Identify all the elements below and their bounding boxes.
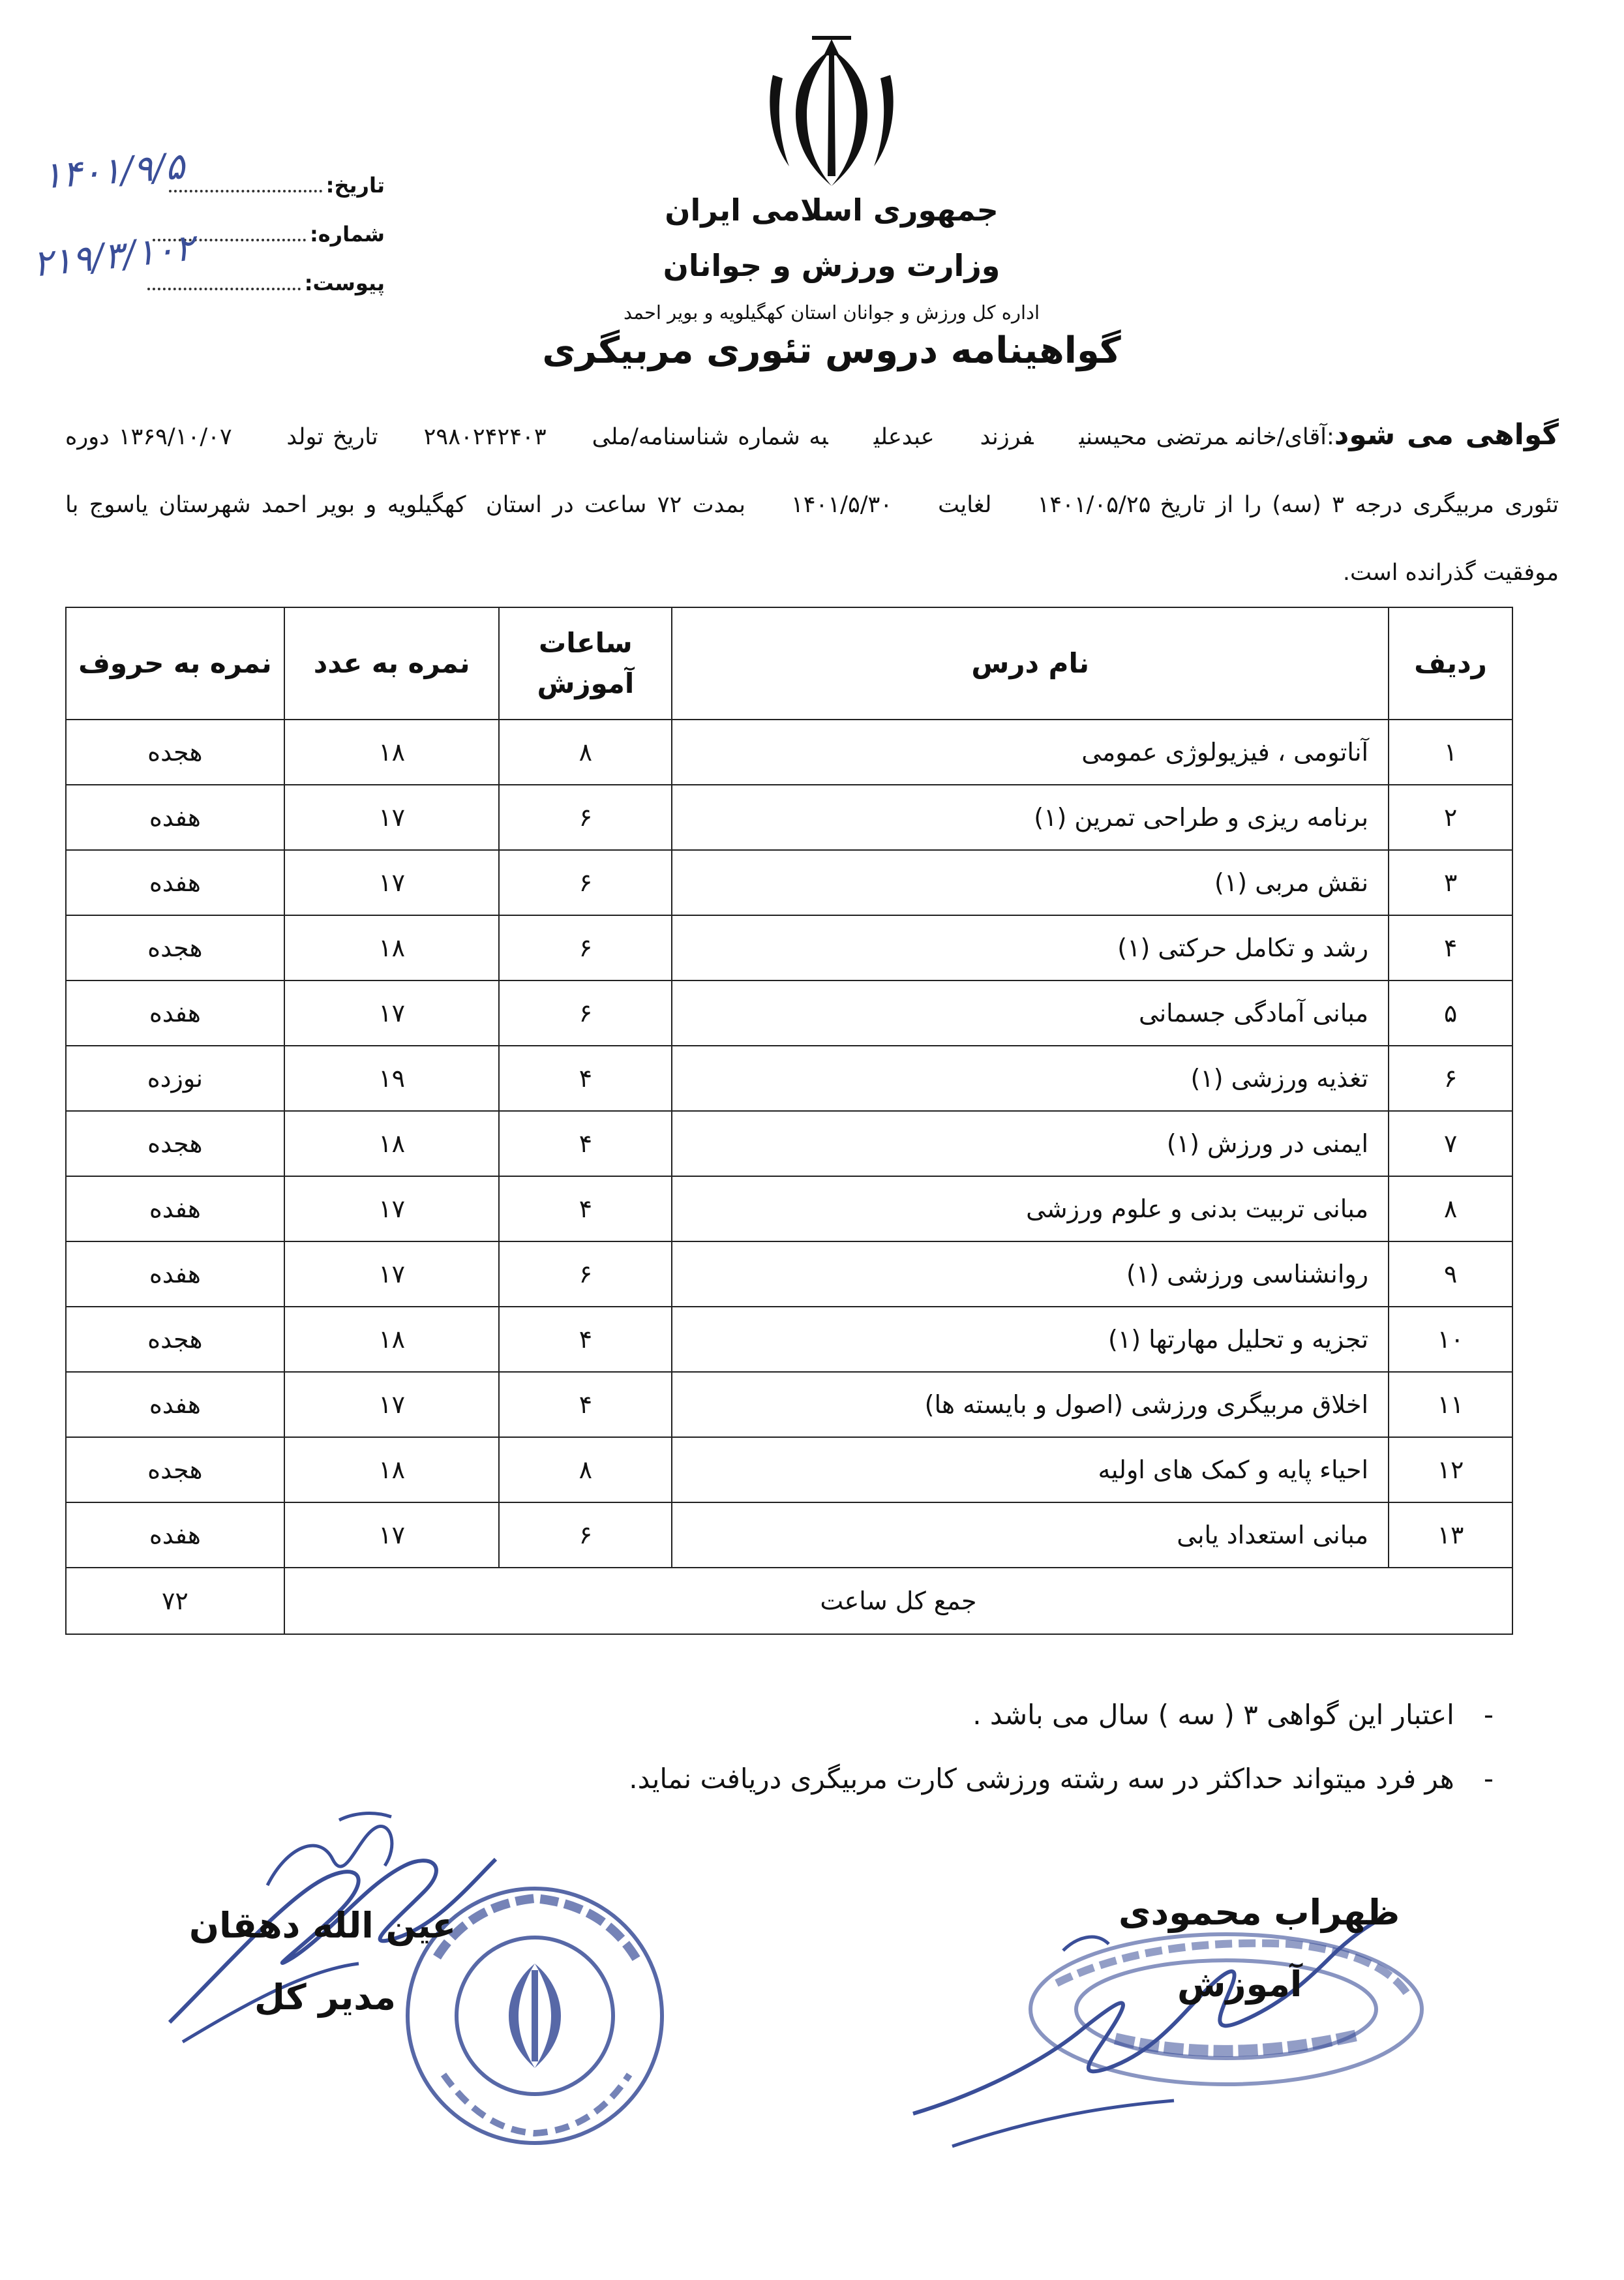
- course-name-cell: تغذیه ورزشی (۱): [672, 1046, 1389, 1111]
- row-number-cell: ۷: [1389, 1111, 1512, 1176]
- table-row: [66, 1241, 1512, 1307]
- header-hours: [499, 607, 672, 720]
- date-dots: [169, 190, 322, 192]
- row-number-cell: ۱۰: [1389, 1307, 1512, 1372]
- total-value-cell: ۷۲: [66, 1568, 284, 1634]
- date-label: تاریخ:: [325, 173, 385, 198]
- grade-number-cell: ۱۸: [284, 1111, 500, 1176]
- course-name-cell: مبانی استعداد یابی: [672, 1502, 1389, 1568]
- table-row: [66, 1046, 1512, 1111]
- row-number-cell: ۸: [1389, 1176, 1512, 1241]
- header-grade-number: نمره به عدد: [284, 607, 500, 720]
- course-name-cell: روانشناسی ورزشی (۱): [672, 1241, 1389, 1307]
- grades-table: [65, 607, 1513, 1635]
- duration-text: بمدت ۷۲ ساعت در استان: [485, 492, 745, 518]
- honorific: :آقای/خانم: [1236, 424, 1334, 450]
- number-label: شماره:: [309, 222, 385, 247]
- table-row: [66, 980, 1512, 1046]
- table-row: [66, 785, 1512, 850]
- certificate-title: گواهینامه دروس تئوری مربیگری: [542, 329, 1121, 372]
- table-row: [66, 915, 1512, 980]
- row-number-cell: ۲: [1389, 785, 1512, 850]
- note-item: -اعتبار این گواهی ۳ ( سه ) سال می باشد .: [972, 1699, 1494, 1731]
- note-text: اعتبار این گواهی ۳ ( سه ) سال می باشد .: [972, 1699, 1454, 1731]
- header-grade-words: نمره به حروف: [66, 607, 284, 720]
- table-row: [66, 1176, 1512, 1241]
- grade-words-cell: هجده: [66, 720, 284, 785]
- hours-cell: ۴: [499, 1111, 672, 1176]
- grade-number-cell: ۱۸: [284, 915, 500, 980]
- id-label: به شماره شناسنامه/ملی: [592, 424, 828, 450]
- row-number-cell: ۱۳: [1389, 1502, 1512, 1568]
- attachment-field: [147, 271, 385, 296]
- signature-right: [900, 1911, 1396, 2159]
- course-name-cell: رشد و تکامل حرکتی (۱): [672, 915, 1389, 980]
- signatory-right-title: آموزش: [1177, 1964, 1302, 2005]
- table-header-row: [66, 607, 1512, 720]
- signatory-right-name: ظهراب محمودی: [1119, 1892, 1400, 1933]
- hours-cell: ۴: [499, 1372, 672, 1437]
- row-number-cell: ۵: [1389, 980, 1512, 1046]
- grade-number-cell: ۱۷: [284, 1176, 500, 1241]
- hours-cell: ۶: [499, 1241, 672, 1307]
- course-name-cell: تجزیه و تحلیل مهارتها (۱): [672, 1307, 1389, 1372]
- table-row: [66, 1307, 1512, 1372]
- iran-emblem-icon: [760, 36, 903, 199]
- father-name: عبدعلی: [873, 424, 935, 450]
- course-name-cell: نقش مربی (۱): [672, 850, 1389, 915]
- course-text: دوره تئوری مربیگری درجه ۳ (سه) را از تاریخ: [65, 424, 1559, 518]
- table-row: [66, 1372, 1512, 1437]
- grade-number-cell: ۱۷: [284, 850, 500, 915]
- grade-words-cell: هجده: [66, 915, 284, 980]
- child-of-label: فرزند: [980, 424, 1034, 450]
- attachment-dots: [147, 288, 301, 290]
- hours-cell: ۶: [499, 980, 672, 1046]
- table-row: [66, 1437, 1512, 1502]
- row-number-cell: ۹: [1389, 1241, 1512, 1307]
- note-text: هر فرد میتواند حداکثر در سه رشته ورزشی کارت مربیگری دریافت نماید.: [629, 1763, 1454, 1795]
- nation-name: جمهوری اسلامی ایران: [665, 192, 999, 228]
- grade-words-cell: هجده: [66, 1111, 284, 1176]
- hours-cell: ۴: [499, 1176, 672, 1241]
- grade-words-cell: نوزده: [66, 1046, 284, 1111]
- grade-number-cell: ۱۸: [284, 720, 500, 785]
- table-row: [66, 1111, 1512, 1176]
- birth-label: تاریخ تولد: [286, 424, 378, 450]
- row-number-cell: ۱: [1389, 720, 1512, 785]
- attachment-label: پیوست:: [304, 271, 385, 296]
- course-name-cell: احیاء پایه و کمک های اولیه: [672, 1437, 1389, 1502]
- table-row: [66, 850, 1512, 915]
- header-course: نام درس: [672, 607, 1389, 720]
- course-name-cell: برنامه ریزی و طراحی تمرین (۱): [672, 785, 1389, 850]
- header-hours-line2: آموزش: [537, 667, 635, 699]
- location-text: کهگیلویه و بویر احمد شهرستان یاسوج با موفقیت گذرانده است.: [65, 492, 1559, 586]
- grade-words-cell: هجده: [66, 1437, 284, 1502]
- grade-words-cell: هفده: [66, 850, 284, 915]
- notes: [189, 1683, 1494, 1811]
- grade-number-cell: ۱۸: [284, 1307, 500, 1372]
- handwritten-date: ۱۴۰۱/۹/۵: [40, 145, 187, 198]
- birth-date: ۱۳۶۹/۱۰/۰۷: [118, 424, 232, 450]
- until-label: لغایت: [938, 492, 992, 518]
- signatory-left-title: مدیر کل: [254, 1977, 396, 2018]
- ministry-name: وزارت ورزش و جوانان: [663, 248, 1000, 283]
- certify-lead: گواهی می شود: [1334, 418, 1559, 451]
- grade-number-cell: ۱۹: [284, 1046, 500, 1111]
- directorate-name: اداره کل ورزش و جوانان استان کهگیلویه و بویر احمد: [623, 301, 1040, 324]
- grade-words-cell: هجده: [66, 1307, 284, 1372]
- row-number-cell: ۱۱: [1389, 1372, 1512, 1437]
- grade-number-cell: ۱۷: [284, 980, 500, 1046]
- end-date: ۱۴۰۱/۵/۳۰: [790, 492, 893, 518]
- grade-words-cell: هفده: [66, 785, 284, 850]
- grade-number-cell: ۱۸: [284, 1437, 500, 1502]
- handwritten-number: ۲۱۹/۳/۱۰۲: [31, 226, 196, 286]
- course-name-cell: مبانی تربیت بدنی و علوم ورزشی: [672, 1176, 1389, 1241]
- course-name-cell: آناتومی ، فیزیولوژی عمومی: [672, 720, 1389, 785]
- grade-number-cell: ۱۷: [284, 1502, 500, 1568]
- header-row-number: ردیف: [1389, 607, 1512, 720]
- grade-words-cell: هفده: [66, 1372, 284, 1437]
- hours-cell: ۶: [499, 1502, 672, 1568]
- grade-words-cell: هفده: [66, 1176, 284, 1241]
- hours-cell: ۸: [499, 1437, 672, 1502]
- row-number-cell: ۳: [1389, 850, 1512, 915]
- grade-words-cell: هفده: [66, 1241, 284, 1307]
- grade-number-cell: ۱۷: [284, 1372, 500, 1437]
- table-total-row: [66, 1568, 1512, 1634]
- hours-cell: ۴: [499, 1046, 672, 1111]
- grade-words-cell: هفده: [66, 1502, 284, 1568]
- id-number: ۲۹۸۰۲۴۲۴۰۳: [423, 424, 547, 450]
- holder-name: مرتضی محیسنی: [1079, 424, 1227, 450]
- table-row: [66, 1502, 1512, 1568]
- certification-text: [65, 401, 1559, 607]
- hours-cell: ۴: [499, 1307, 672, 1372]
- row-number-cell: ۶: [1389, 1046, 1512, 1111]
- note-item: -هر فرد میتواند حداکثر در سه رشته ورزشی کارت مربیگری دریافت نماید.: [629, 1763, 1494, 1795]
- header-hours-line1: ساعات: [539, 627, 633, 659]
- grade-number-cell: ۱۷: [284, 785, 500, 850]
- course-name-cell: ایمنی در ورزش (۱): [672, 1111, 1389, 1176]
- table-row: [66, 720, 1512, 785]
- grade-number-cell: ۱۷: [284, 1241, 500, 1307]
- course-name-cell: مبانی آمادگی جسمانی: [672, 980, 1389, 1046]
- course-name-cell: اخلاق مربیگری ورزشی (اصول و بایسته ها): [672, 1372, 1389, 1437]
- hours-cell: ۸: [499, 720, 672, 785]
- hours-cell: ۶: [499, 850, 672, 915]
- hours-cell: ۶: [499, 785, 672, 850]
- grade-words-cell: هفده: [66, 980, 284, 1046]
- start-date: ۱۴۰۱/۰۵/۲۵: [1037, 492, 1151, 518]
- hours-cell: ۶: [499, 915, 672, 980]
- date-field: [169, 173, 385, 198]
- row-number-cell: ۱۲: [1389, 1437, 1512, 1502]
- total-label-cell: جمع کل ساعت: [284, 1568, 1512, 1634]
- signatory-left-name: عین الله دهقان: [189, 1905, 457, 1946]
- row-number-cell: ۴: [1389, 915, 1512, 980]
